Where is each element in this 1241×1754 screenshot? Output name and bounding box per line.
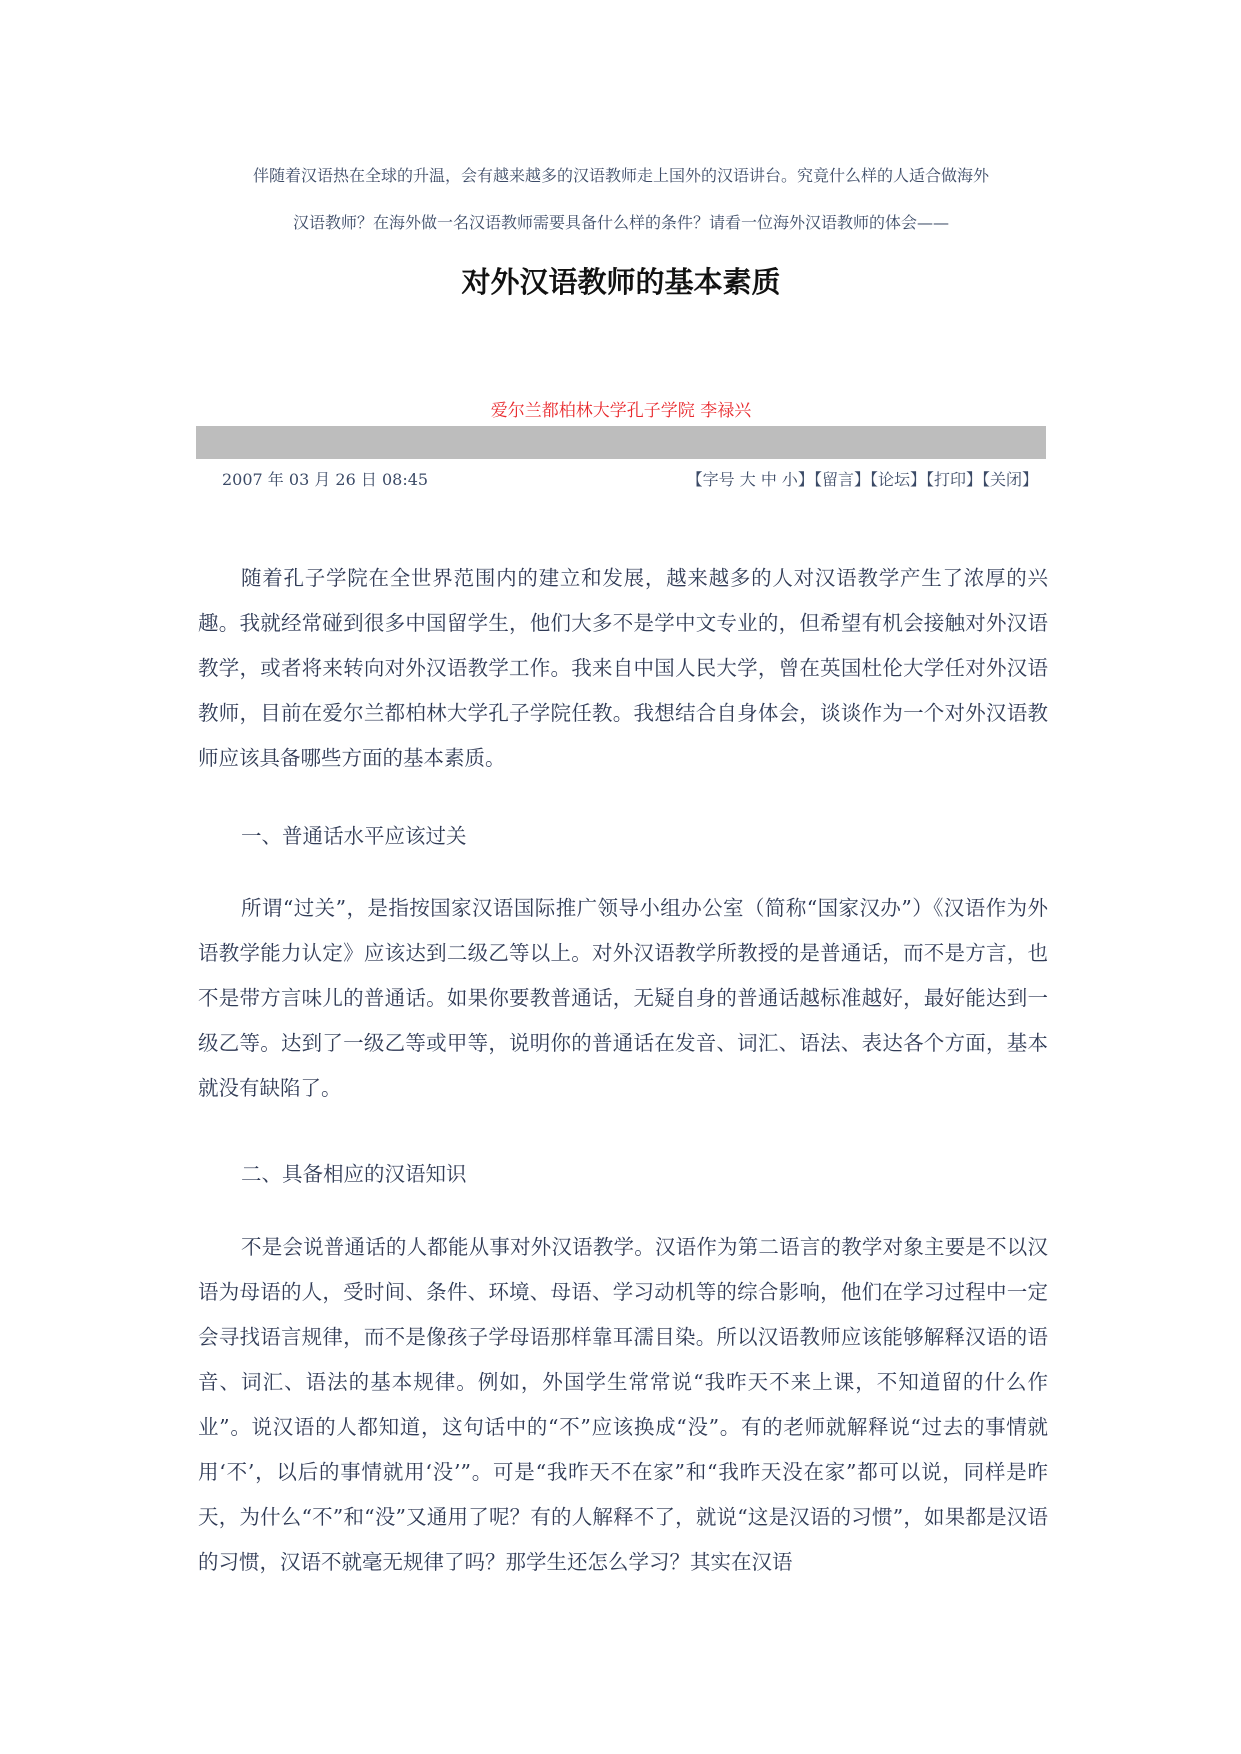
font-medium-link[interactable]: 中 <box>760 470 777 489</box>
intro-line-1: 伴随着汉语热在全球的升温，会有越来越多的汉语教师走上国外的汉语讲台。究竟什么样的人适合做海外 <box>252 166 989 185</box>
section-heading-2: 二、具备相应的汉语知识 <box>241 1162 467 1186</box>
close-link[interactable]: 【关闭】 <box>981 470 1038 489</box>
font-large-link[interactable]: 大 <box>739 470 756 489</box>
article-meta-row <box>196 468 1046 492</box>
comment-link[interactable]: 【留言】 <box>813 470 870 489</box>
body-paragraph-1: 随着孔子学院在全世界范围内的建立和发展，越来越多的人对汉语教学产生了浓厚的兴趣。我就经常碰到很多中国留学生，他们大多不是学中文专业的，但希望有机会接触对外汉语教学，或者将来转向对外汉语教学工作。我来自中国人民大学，曾在英国杜伦大学任对外汉语教师，目前在爱尔兰都柏林大学孔子学院任教。我想结合自身体会，谈谈作为一个对外汉语教师应该具备哪些方面的基本素质。 <box>198 566 1048 770</box>
article-toolbar <box>687 468 1038 492</box>
body-paragraph-2: 所谓“过关”，是指按国家汉语国际推广领导小组办公室（简称“国家汉办”）《汉语作为外语教学能力认定》应该达到二级乙等以上。对外汉语教学所教授的是普通话，而不是方言，也不是带方言味儿的普通话。如果你要教普通话，无疑自身的普通话越标准越好，最好能达到一级乙等。达到了一级乙等或甲等，说明你的普通话在发音、词汇、语法、表达各个方面，基本就没有缺陷了。 <box>198 896 1048 1100</box>
header-divider-bar <box>196 426 1046 459</box>
section-heading-1: 一、普通话水平应该过关 <box>241 824 467 848</box>
font-small-link[interactable]: 小】 <box>781 470 814 489</box>
article-byline: 爱尔兰都柏林大学孔子学院 李禄兴 <box>490 401 752 421</box>
body-paragraph-3: 不是会说普通话的人都能从事对外汉语教学。汉语作为第二语言的教学对象主要是不以汉语为母语的人，受时间、条件、环境、母语、学习动机等的综合影响，他们在学习过程中一定会寻找语言规律，而不是像孩子学母语那样靠耳濡目染。所以汉语教师应该能够解释汉语的语音、词汇、语法的基本规律。例如，外国学生常常说“我昨天不来上课，不知道留的什么作业”。说汉语的人都知道，这句话中的“不”应该换成“没”。有的老师就解释说“过去的事情就用‘不’，以后的事情就用‘没’”。可是“我昨天不在家”和“我昨天没在家”都可以说，同样是昨天，为什么“不”和“没”又通用了呢？有的人解释不了，就说“这是汉语的习惯”，如果都是汉语的习惯，汉语不就毫无规律了吗？那学生还怎么学习？其实在汉语 <box>198 1235 1048 1574</box>
intro-line-2: 汉语教师？在海外做一名汉语教师需要具备什么样的条件？请看一位海外汉语教师的体会—— <box>292 213 949 232</box>
article-title: 对外汉语教师的基本素质 <box>461 265 781 299</box>
article-date: 2007 年 03 月 26 日 08:45 <box>222 470 429 489</box>
forum-link[interactable]: 【论坛】 <box>869 470 926 489</box>
font-size-label: 【字号 <box>686 470 735 489</box>
print-link[interactable]: 【打印】 <box>925 470 982 489</box>
